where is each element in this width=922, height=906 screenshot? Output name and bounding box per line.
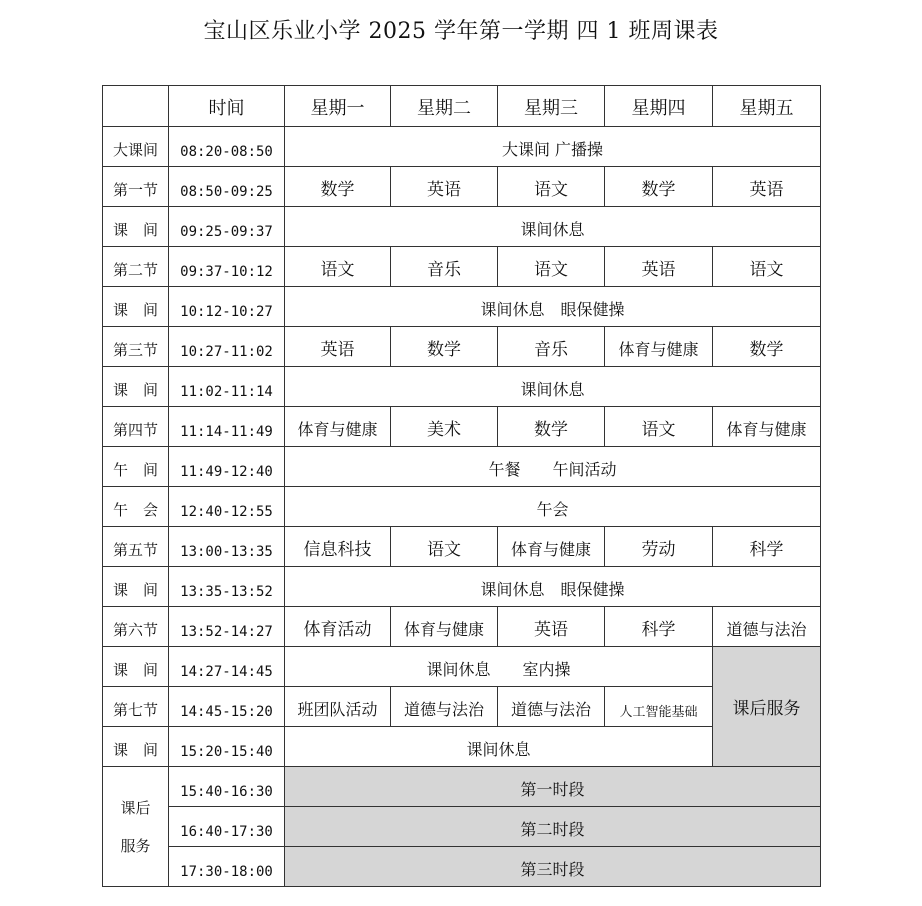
class-cell-thu: 语文 bbox=[605, 407, 713, 447]
table-row bbox=[103, 607, 821, 647]
header-monday: 星期一 bbox=[285, 86, 391, 127]
slot-label: 第二时段 bbox=[285, 807, 821, 847]
table-row bbox=[103, 127, 821, 167]
period-label: 课 间 bbox=[103, 727, 169, 767]
period-label: 第一节 bbox=[103, 167, 169, 207]
class-cell-thu: 数学 bbox=[605, 167, 713, 207]
table-row bbox=[103, 327, 821, 367]
period-time: 11:49-12:40 bbox=[169, 447, 285, 487]
after-school-row bbox=[103, 847, 821, 887]
break-activity: 课间休息 bbox=[285, 367, 821, 407]
class-cell-wed: 语文 bbox=[498, 247, 605, 287]
class-cell-tue: 语文 bbox=[391, 527, 498, 567]
slot-time: 16:40-17:30 bbox=[169, 807, 285, 847]
break-activity: 午会 bbox=[285, 487, 821, 527]
class-cell-tue: 美术 bbox=[391, 407, 498, 447]
header-tuesday: 星期二 bbox=[391, 86, 498, 127]
period-time: 13:35-13:52 bbox=[169, 567, 285, 607]
class-cell-fri: 体育与健康 bbox=[713, 407, 821, 447]
class-cell-tue: 英语 bbox=[391, 167, 498, 207]
period-label: 课 间 bbox=[103, 207, 169, 247]
period-label: 大课间 bbox=[103, 127, 169, 167]
table-row bbox=[103, 367, 821, 407]
break-activity: 课间休息 室内操 bbox=[285, 647, 713, 687]
period-label: 第五节 bbox=[103, 527, 169, 567]
class-cell-thu: 科学 bbox=[605, 607, 713, 647]
header-row bbox=[103, 86, 821, 127]
header-wednesday: 星期三 bbox=[498, 86, 605, 127]
table-row bbox=[103, 447, 821, 487]
period-time: 15:20-15:40 bbox=[169, 727, 285, 767]
table-row bbox=[103, 207, 821, 247]
class-cell-wed: 体育与健康 bbox=[498, 527, 605, 567]
header-time: 时间 bbox=[169, 86, 285, 127]
period-time: 09:37-10:12 bbox=[169, 247, 285, 287]
after-school-label bbox=[103, 767, 169, 887]
header-blank-cell bbox=[103, 86, 169, 127]
period-label: 午 会 bbox=[103, 487, 169, 527]
break-activity: 大课间 广播操 bbox=[285, 127, 821, 167]
page-title: 宝山区乐业小学 2025 学年第一学期 四 1 班周课表 bbox=[203, 19, 719, 44]
period-label: 第七节 bbox=[103, 687, 169, 727]
class-cell-thu: 体育与健康 bbox=[605, 327, 713, 367]
table-row bbox=[103, 647, 821, 687]
after-school-row bbox=[103, 807, 821, 847]
class-cell-tue: 体育与健康 bbox=[391, 607, 498, 647]
class-cell-wed: 英语 bbox=[498, 607, 605, 647]
period-time: 10:27-11:02 bbox=[169, 327, 285, 367]
class-cell-fri: 语文 bbox=[713, 247, 821, 287]
class-cell-mon: 语文 bbox=[285, 247, 391, 287]
period-label: 第四节 bbox=[103, 407, 169, 447]
class-cell-mon: 数学 bbox=[285, 167, 391, 207]
class-cell-fri: 数学 bbox=[713, 327, 821, 367]
class-cell-tue: 数学 bbox=[391, 327, 498, 367]
table-row bbox=[103, 247, 821, 287]
break-activity: 课间休息 bbox=[285, 207, 821, 247]
after-school-label-line2: 服务 bbox=[120, 836, 151, 855]
slot-label: 第三时段 bbox=[285, 847, 821, 887]
class-cell-wed: 音乐 bbox=[498, 327, 605, 367]
class-cell-tue: 道德与法治 bbox=[391, 687, 498, 727]
friday-after-school-service: 课后服务 bbox=[713, 647, 821, 767]
class-cell-tue: 音乐 bbox=[391, 247, 498, 287]
class-cell-thu: 人工智能基础 bbox=[605, 687, 713, 727]
period-label: 午 间 bbox=[103, 447, 169, 487]
slot-time: 15:40-16:30 bbox=[169, 767, 285, 807]
period-time: 13:00-13:35 bbox=[169, 527, 285, 567]
class-cell-thu: 英语 bbox=[605, 247, 713, 287]
table-row bbox=[103, 527, 821, 567]
period-time: 14:27-14:45 bbox=[169, 647, 285, 687]
class-cell-mon: 英语 bbox=[285, 327, 391, 367]
period-label: 课 间 bbox=[103, 287, 169, 327]
class-cell-thu: 劳动 bbox=[605, 527, 713, 567]
header-friday: 星期五 bbox=[713, 86, 821, 127]
period-label: 课 间 bbox=[103, 367, 169, 407]
header-thursday: 星期四 bbox=[605, 86, 713, 127]
table-row bbox=[103, 487, 821, 527]
break-activity: 课间休息 眼保健操 bbox=[285, 287, 821, 327]
slot-label: 第一时段 bbox=[285, 767, 821, 807]
break-activity: 午餐 午间活动 bbox=[285, 447, 821, 487]
period-time: 10:12-10:27 bbox=[169, 287, 285, 327]
class-cell-mon: 班团队活动 bbox=[285, 687, 391, 727]
class-cell-wed: 道德与法治 bbox=[498, 687, 605, 727]
period-time: 09:25-09:37 bbox=[169, 207, 285, 247]
class-cell-wed: 数学 bbox=[498, 407, 605, 447]
period-time: 08:50-09:25 bbox=[169, 167, 285, 207]
period-time: 13:52-14:27 bbox=[169, 607, 285, 647]
period-time: 14:45-15:20 bbox=[169, 687, 285, 727]
period-label: 课 间 bbox=[103, 567, 169, 607]
class-cell-wed: 语文 bbox=[498, 167, 605, 207]
table-row bbox=[103, 407, 821, 447]
period-time: 12:40-12:55 bbox=[169, 487, 285, 527]
class-cell-fri: 英语 bbox=[713, 167, 821, 207]
after-school-label-line1: 课后 bbox=[120, 798, 151, 817]
class-cell-mon: 信息科技 bbox=[285, 527, 391, 567]
after-school-row bbox=[103, 767, 821, 807]
class-cell-fri: 科学 bbox=[713, 527, 821, 567]
period-label: 课 间 bbox=[103, 647, 169, 687]
period-time: 11:02-11:14 bbox=[169, 367, 285, 407]
break-activity: 课间休息 眼保健操 bbox=[285, 567, 821, 607]
table-row bbox=[103, 287, 821, 327]
class-cell-mon: 体育活动 bbox=[285, 607, 391, 647]
break-activity: 课间休息 bbox=[285, 727, 713, 767]
table-row bbox=[103, 167, 821, 207]
class-cell-mon: 体育与健康 bbox=[285, 407, 391, 447]
table-row bbox=[103, 567, 821, 607]
period-time: 08:20-08:50 bbox=[169, 127, 285, 167]
slot-time: 17:30-18:00 bbox=[169, 847, 285, 887]
class-cell-fri: 道德与法治 bbox=[713, 607, 821, 647]
period-label: 第三节 bbox=[103, 327, 169, 367]
period-label: 第二节 bbox=[103, 247, 169, 287]
weekly-timetable bbox=[102, 85, 821, 887]
period-time: 11:14-11:49 bbox=[169, 407, 285, 447]
period-label: 第六节 bbox=[103, 607, 169, 647]
